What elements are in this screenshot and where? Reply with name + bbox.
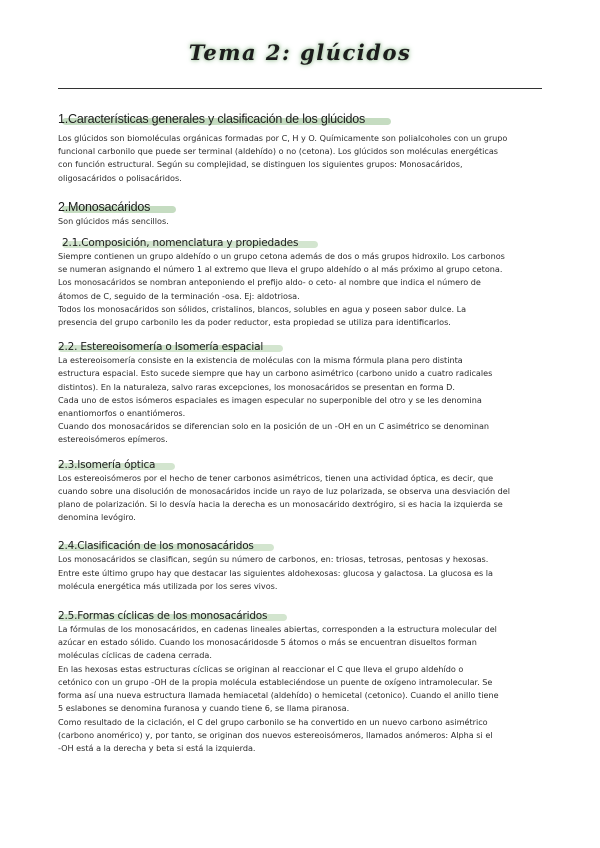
paragraph-line: Los monosacáridos se clasifican, según su número de carbonos, en: triosas, tetrosas, pentosas y hexosas.	[58, 554, 489, 565]
document-body	[58, 108, 544, 755]
paragraph-line: funcional carbonilo que puede ser terminal (aldehído) o no (cetona). Los glúcidos son moléculas energéticas	[58, 146, 499, 157]
section-1-heading: 1.Características generales y clasificación de los glúcidos	[58, 112, 365, 126]
section-2-3-heading: 2.3.Isomería óptica	[58, 459, 155, 471]
paragraph-line: Los glúcidos son biomoléculas orgánicas formadas por C, H y O. Químicamente son polialcoholes con un grupo	[58, 133, 508, 143]
paragraph-line: oligosacáridos o polisacáridos.	[58, 172, 182, 183]
paragraph-line: estructura espacial. Esto sucede siempre que hay un carbono asimétrico (carbono unido a cuatro radicales	[58, 368, 493, 379]
paragraph-line: molécula energética más utilizada por los seres vivos.	[58, 580, 278, 591]
paragraph-line: Como resultado de la ciclación, el C del grupo carbonilo se ha convertido en un nuevo carbono asimétrico	[58, 716, 488, 727]
paragraph-line: Todos los monosacáridos son sólidos, cristalinos, blancos, solubles en agua y poseen sabor dulce. La	[58, 303, 467, 314]
paragraph-line: distintos). En la naturaleza, salvo raras excepciones, los monosacáridos se presentan en forma D.	[58, 381, 455, 392]
section-2-3	[58, 453, 544, 525]
paragraph-line: La fórmulas de los monosacáridos, en cadenas lineales abiertas, corresponden a la estructura molecular del	[58, 624, 497, 635]
paragraph-line: 5 eslabones se denomina furanosa y cuando tiene 6, se llama piranosa.	[58, 703, 350, 714]
section-2-4-heading: 2.4.Clasificación de los monosacáridos	[58, 540, 254, 552]
section-1	[58, 108, 544, 185]
paragraph-line: -OH está a la derecha y beta si está la izquierda.	[58, 742, 256, 753]
paragraph-line: Cada uno de estos isómeros espaciales es imagen especular no superponible del otro y se les denomina	[58, 394, 482, 405]
paragraph-line: enantiomorfos o enantiómeros.	[58, 408, 186, 419]
section-2-2-heading: 2.2. Estereoisomería o Isomería espacial	[58, 341, 263, 353]
paragraph-line: plano de polarización. Si lo desvía hacia la derecha es un monosacárido dextrógiro, si es hacia la izquierda se	[58, 499, 503, 510]
section-2-2	[58, 335, 544, 446]
paragraph-line: se numeran asignando el número 1 al extremo que lleva el grupo aldehído o al más próximo al grupo cetona.	[58, 264, 503, 275]
paragraph-line: (carbono anomérico) y, por tanto, se originan dos nuevos estereoisómeros, llamados anómeros: Alpha si el	[58, 729, 493, 740]
section-2-intro: Son glúcidos más sencillos.	[58, 215, 169, 226]
page-title: Tema 2: glúcidos	[188, 40, 412, 65]
section-2	[58, 196, 544, 228]
paragraph-line: La estereoisomería consiste en la existencia de moléculas con la misma fórmula plana pero distinta	[58, 355, 463, 366]
section-2-1-heading: 2.1.Composición, nomenclatura y propiedades	[62, 237, 298, 249]
section-2-1	[58, 231, 544, 329]
paragraph-line: En las hexosas estas estructuras cíclicas se originan al reaccionar el C que lleva el grupo aldehído o	[58, 663, 464, 674]
paragraph-line: con función estructural. Según su complejidad, se distinguen los siguientes grupos: Monosacáridos,	[58, 159, 463, 170]
paragraph-line: cetónico con un grupo -OH de la propia molécula estableciéndose un puente de oxígeno intramolecular. Se	[58, 676, 493, 687]
paragraph-line: átomos de C, seguido de la terminación -osa. Ej: aldotriosa.	[58, 290, 300, 301]
paragraph-line: moléculas cíclicas de cadena cerrada.	[58, 650, 212, 661]
section-2-4	[58, 534, 544, 593]
paragraph-line: forma así una nueva estructura llamada hemiacetal (aldehído) o hemicetal (cetonico). Cuando el anillo tiene	[58, 690, 499, 701]
paragraph-line: presencia del grupo carbonilo les da poder reductor, esta propiedad se utiliza para identificarlos.	[58, 317, 451, 328]
paragraph-line: cuando sobre una disolución de monosacáridos incide un rayo de luz polarizada, se observa una desviación del	[58, 485, 511, 496]
section-2-heading: 2.Monosacáridos	[58, 200, 150, 214]
paragraph-line: Siempre contienen un grupo aldehído o un grupo cetona además de dos o más grupos hidroxilo. Los carbonos	[58, 251, 505, 262]
section-2-5-heading: 2.5.Formas cíclicas de los monosacáridos	[58, 610, 267, 622]
paragraph-line: estereoisómeros epímeros.	[58, 434, 168, 445]
paragraph-line: Cuando dos monosacáridos se diferencian solo en la posición de un -OH en un C asimétrico se denominan	[58, 421, 490, 432]
paragraph-line: azúcar en estado sólido. Cuando los monosacáridosde 5 átomos o más se encuentran disueltos forman	[58, 637, 477, 648]
paragraph-line: denomina levógiro.	[58, 512, 136, 523]
section-2-5	[58, 604, 544, 755]
paragraph-line: Entre este último grupo hay que destacar las siguientes aldohexosas: glucosa y galactosa. La glucosa es la	[58, 567, 493, 578]
paragraph-line: Los estereoisómeros por el hecho de tener carbonos asimétricos, tienen una actividad óptica, es decir, que	[58, 472, 494, 483]
paragraph-line: Los monosacáridos se nombran anteponiendo el prefijo aldo- o ceto- al nombre que indica el número de	[58, 277, 481, 288]
title-area	[0, 40, 600, 65]
title-divider	[58, 88, 542, 89]
